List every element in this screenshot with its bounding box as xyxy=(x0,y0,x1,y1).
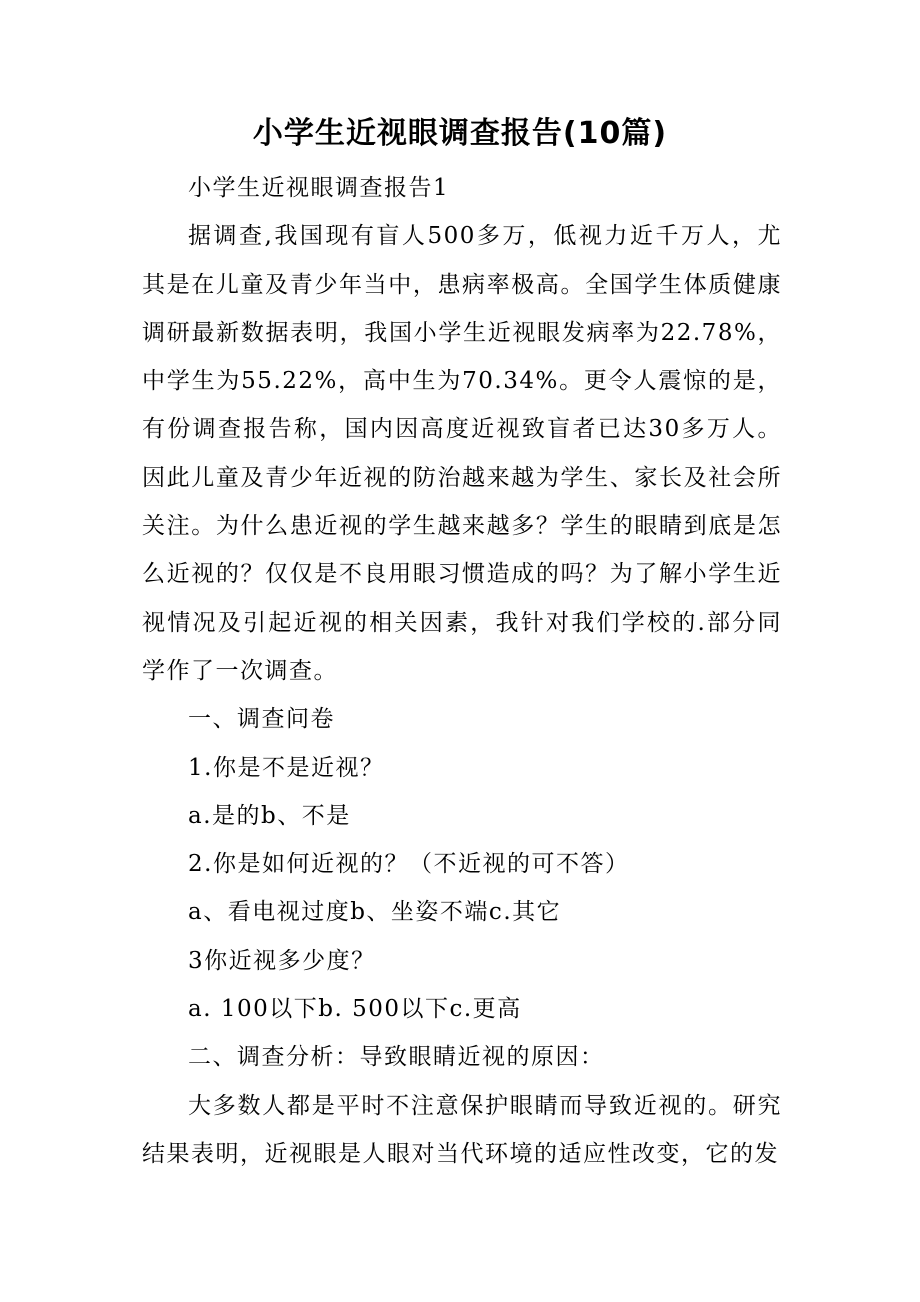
survey-options: a、看电视过度b、坐姿不端c.其它 xyxy=(188,899,562,926)
section-heading: 二、调查分析：导致眼睛近视的原因： xyxy=(188,1044,605,1071)
survey-question: 3你近视多少度？ xyxy=(188,947,376,974)
survey-question: 1.你是不是近视？ xyxy=(188,754,385,781)
survey-question: 2.你是如何近视的？（不近视的可不答） xyxy=(188,851,630,878)
section-heading: 小学生近视眼调查报告1 xyxy=(188,175,450,201)
body-paragraph: 大多数人都是平时不注意保护眼睛而导致近视的。研究结果表明，近视眼是人眼对当代环境的适应性改变，它的发 xyxy=(142,1092,782,1167)
document-title: 小学生近视眼调查报告(10篇) xyxy=(252,116,668,151)
section-heading: 一、调查问卷 xyxy=(188,706,335,733)
survey-options: a. 100以下b. 500以下c.更高 xyxy=(188,996,522,1023)
body-paragraph: 据调查,我国现有盲人500多万，低视力近千万人，尤其是在儿童及青少年当中，患病率极高。全国学生体质健康调研最新数据表明，我国小学生近视眼发病率为22.78%，中学生为55.22%，高中生为70.34%。更令人震惊的是，有份调查报告称，国内因高度近视致盲者已达30多万人。因此儿童及青少年近视的防治越来越为学生、家长及社会所关注。为什么患近视的学生越来越多？学生的眼睛到底是怎么近视的？仅仅是不良用眼习惯造成的吗？为了解小学生近视情况及引起近视的相关因素，我针对我们学校的.部分同学作了一次调查。 xyxy=(142,223,782,684)
document-body xyxy=(142,164,782,1178)
survey-options: a.是的b、不是 xyxy=(188,802,351,829)
